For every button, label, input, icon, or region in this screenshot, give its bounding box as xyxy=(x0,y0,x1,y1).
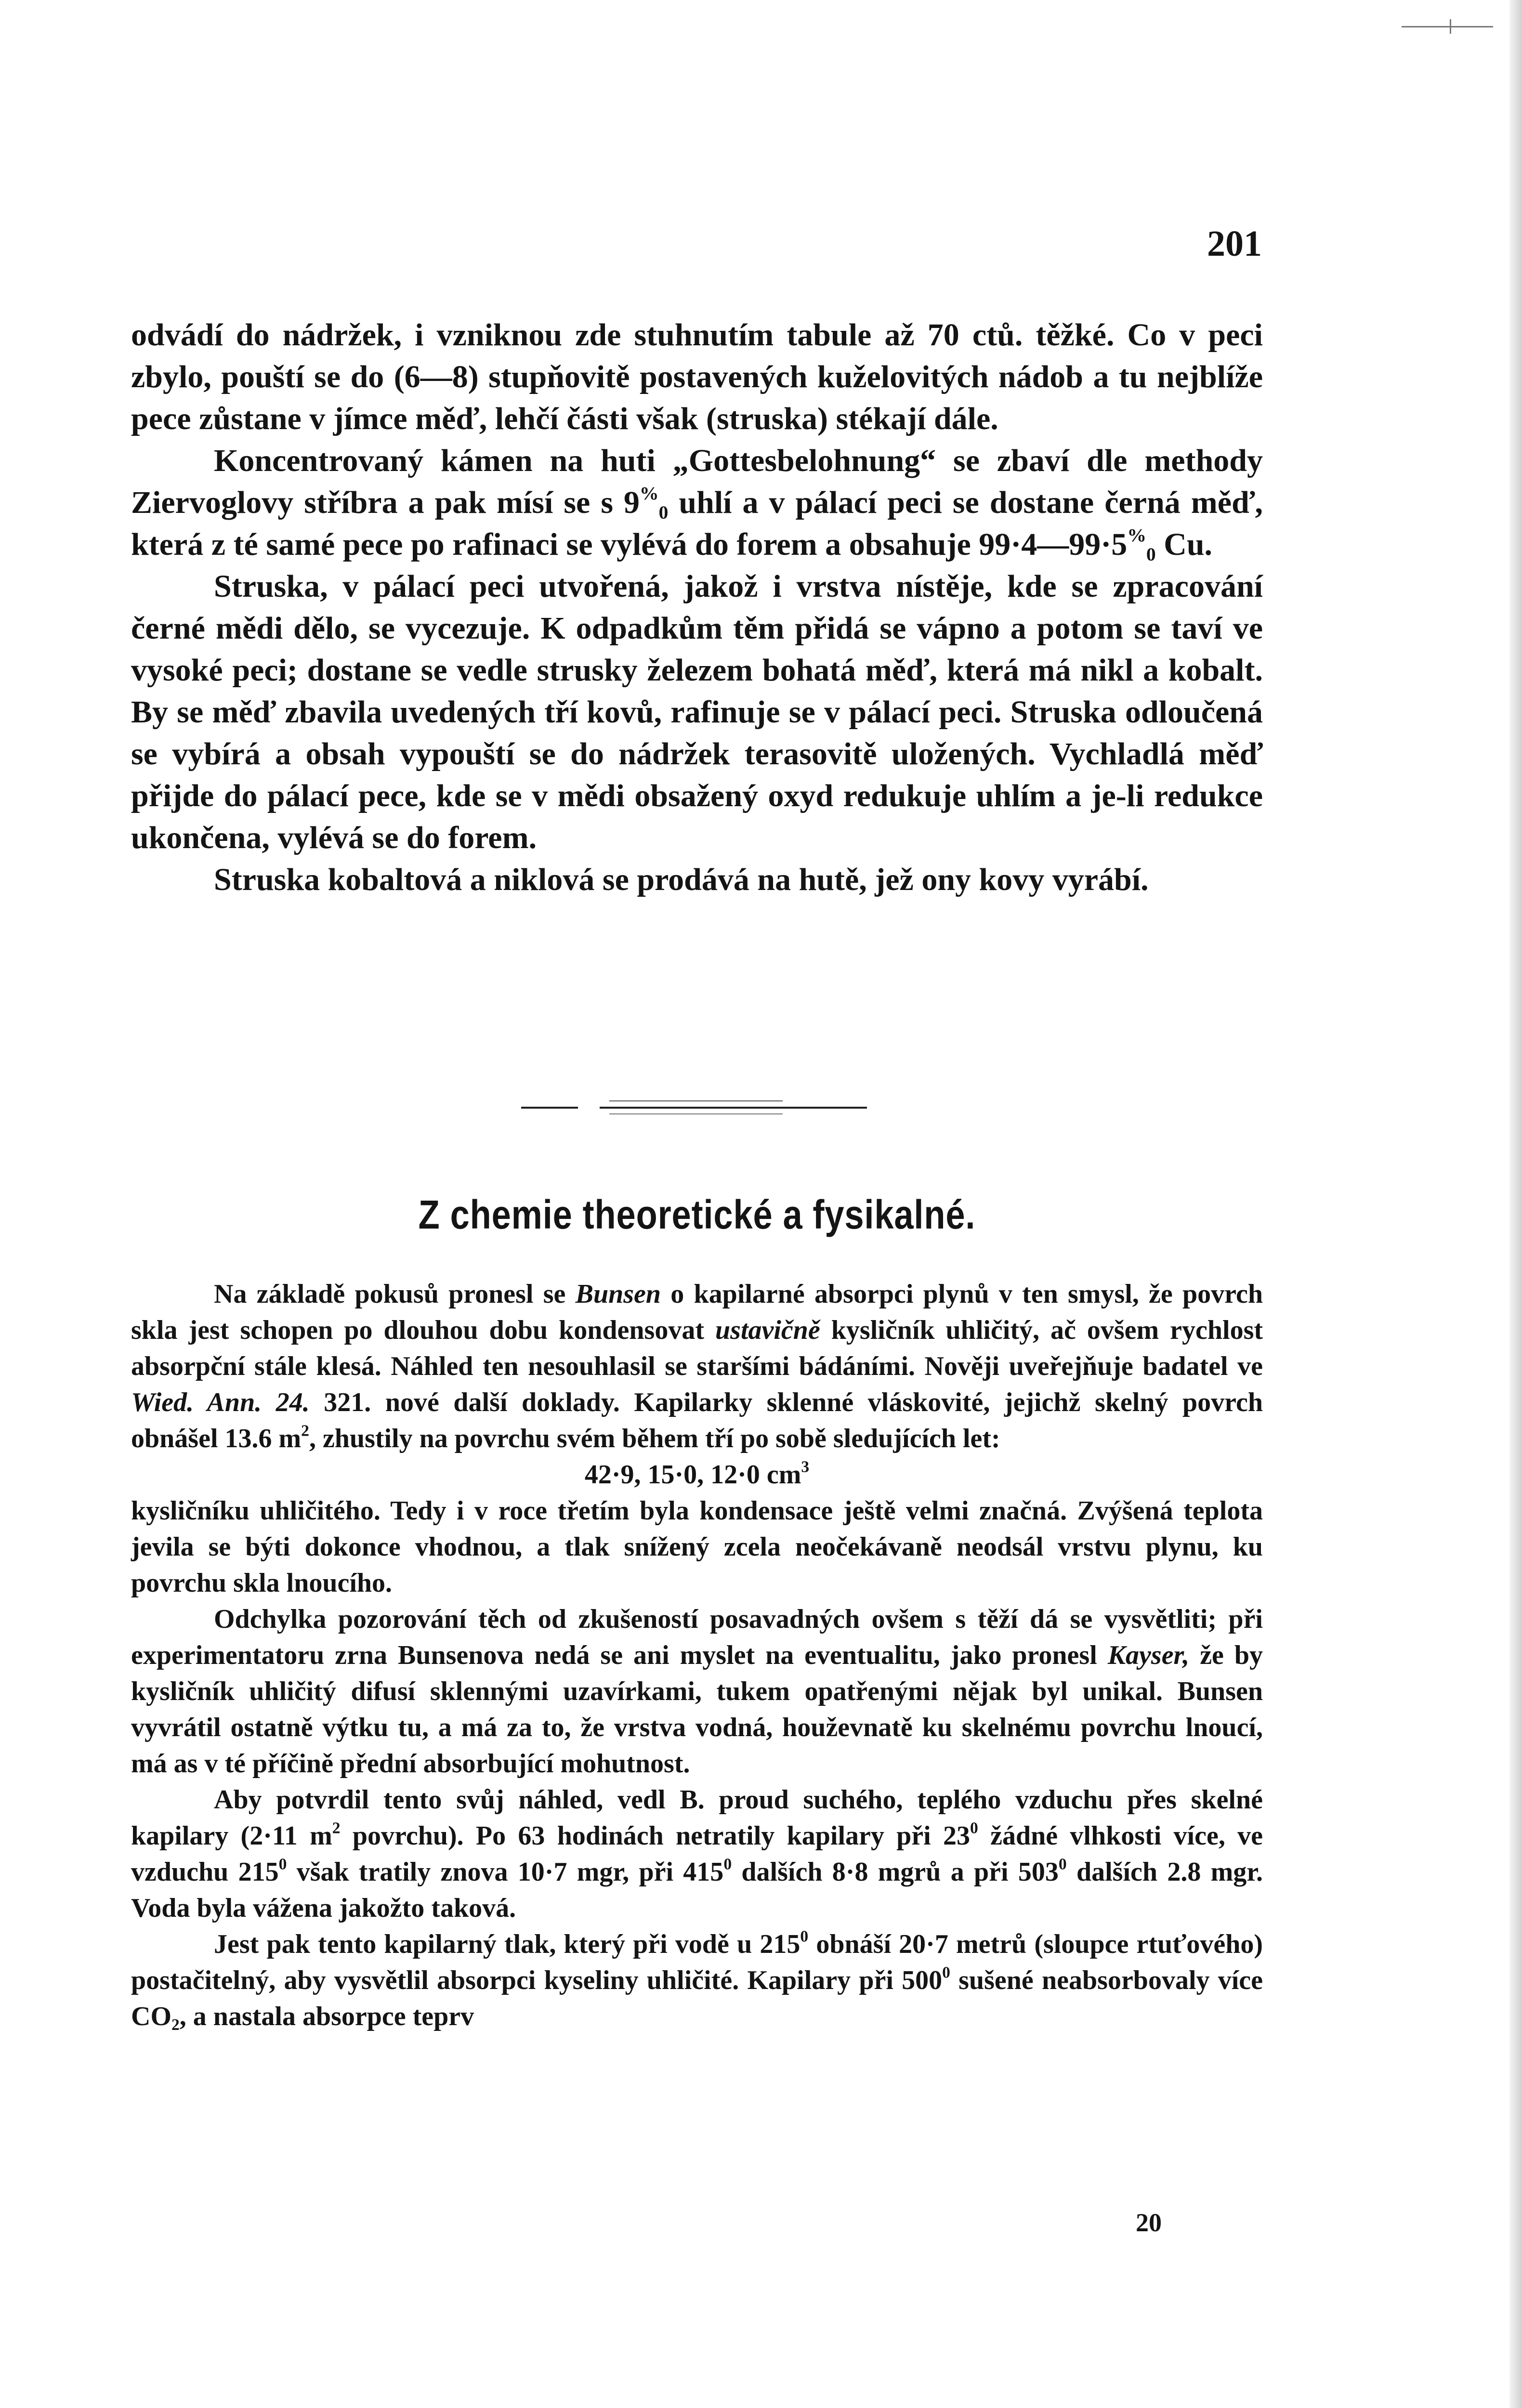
formula-line: 42·9, 15·0, 12·0 $cm^3$ xyxy=(584,1458,810,1490)
paragraph: kysličníku uhličitého. Tedy i v roce třetím byla kondensace ještě velmi značná. Zvýšená teplota jevila se býti dokonce vhodnou, a tlak snížený zcela neočekávaně neodsál vrstvu plynu, ku povrchu skla lnoucího. xyxy=(131,1496,1263,1598)
section-divider xyxy=(521,1107,578,1109)
page-number: 201 xyxy=(1207,223,1262,264)
paragraph: Odchylka pozorování těch od zkušeností posavadných ovšem s těží dá se vysvětliti; při experimentatoru zrna Bunsenova nedá se ani myslet na eventualitu, jako pronesl Kayser, že by kysličník uhličitý difusí sklennými uzavírkami, tukem opatřenými nějak byl unikal. Bunsen vyvrátil ostatně výtku tu, a má za to, že vrstva vodná, houževnatě ku skelnému povrchu lnoucí, má as v té příčině přední absorbující mohutnost. xyxy=(131,1604,1263,1779)
section-divider xyxy=(600,1107,867,1109)
text-block-metallurgy xyxy=(131,314,1263,901)
page-edge-shadow xyxy=(1509,0,1522,2408)
corner-crop-mark xyxy=(1402,19,1493,34)
paragraph: Struska, v pálací peci utvořená, jakož i vrstva nístěje, kde se zpracování černé mědi dělo, se vycezuje. K odpadkům těm přidá se vápno a potom se taví ve vysoké peci; dostane se vedle strusky železem bohatá měď, která má nikl a kobalt. By se měď zbavila uvedených tří kovů, rafinuje se v pálací peci. Struska odloučená se vybírá a obsah vypouští se do nádržek terasovitě uložených. Vychladlá měď přijde do pálací pece, kde se v mědi obsažený oxyd redukuje uhlím a je-li redukce ukončena, vylévá se do forem. xyxy=(131,569,1263,855)
paragraph: Koncentrovaný kámen na huti „Gottesbelohnung“ se zbaví dle methody Ziervoglovy stříbra a pak mísí se s $9^{\%}_0$ uhlí a v pálací peci se dostane černá měď, která z té samé pece po rafinaci se vylévá do forem a obsahuje $99\cdot 4—99\cdot 5^{\%}_0$ Cu. xyxy=(131,443,1263,565)
section-divider xyxy=(609,1100,783,1101)
paragraph: odvádí do nádržek, i vzniknou zde stuhnutím tabule až 70 ctů. těžké. Co v peci zbylo, pouští se do (6—8) stupňovitě postavených kuželovitých nádob a tu nejblíže pece zůstane v jímce měď, lehčí části však (struska) stékají dále. xyxy=(131,317,1263,436)
text-block-chemistry xyxy=(131,1276,1263,2035)
section-divider xyxy=(609,1113,783,1114)
section-heading: Z chemie theoretické a fysikalné. xyxy=(418,1192,976,1237)
paragraph: Jest pak tento kapilarný tlak, který při vodě u $215^0$ obnáší 20·7 metrů (sloupce rtuťového) postačitelný, aby vysvětlil absorpci kyseliny uhličité. Kapilary při $500^0$ sušené neabsorbovaly více $CO_2$, a nastala absorpce teprv xyxy=(131,1927,1263,2034)
paragraph: Aby potvrdil tento svůj náhled, vedl B. proud suchého, teplého vzduchu přes skelné kapilary (2·11 $m^2$ povrchu). Po 63 hodinách netratily kapilary při $23^0$ žádné vlhkosti více, ve vzduchu $215^0$ však tratily znova 10·7 mgr, při $415^0$ dalších 8·8 mgrů a při $503^0$ dalších 2.8 mgr. Voda byla vážena jakožto taková. xyxy=(131,1785,1263,1923)
paragraph: Na základě pokusů pronesl se Bunsen o kapilarné absorpci plynů v ten smysl, že povrch skla jest schopen po dlouhou dobu kondensovat ustavičně kysličník uhličitý, ač ovšem rychlost absorpční stále klesá. Náhled ten nesouhlasil se staršími bádáními. Nověji uveřejňuje badatel ve Wied. Ann. 24. 321. nové další doklady. Kapilarky sklenné vláskovité, jejichž skelný povrch obnášel 13.6 $m^2$, zhustily na povrchu svém během tří po sobě sledujících let: xyxy=(131,1279,1263,1453)
paragraph: Struska kobaltová a niklová se prodává na hutě, jež ony kovy vyrábí. xyxy=(214,862,1149,897)
signature-mark: 20 xyxy=(1136,2208,1162,2237)
